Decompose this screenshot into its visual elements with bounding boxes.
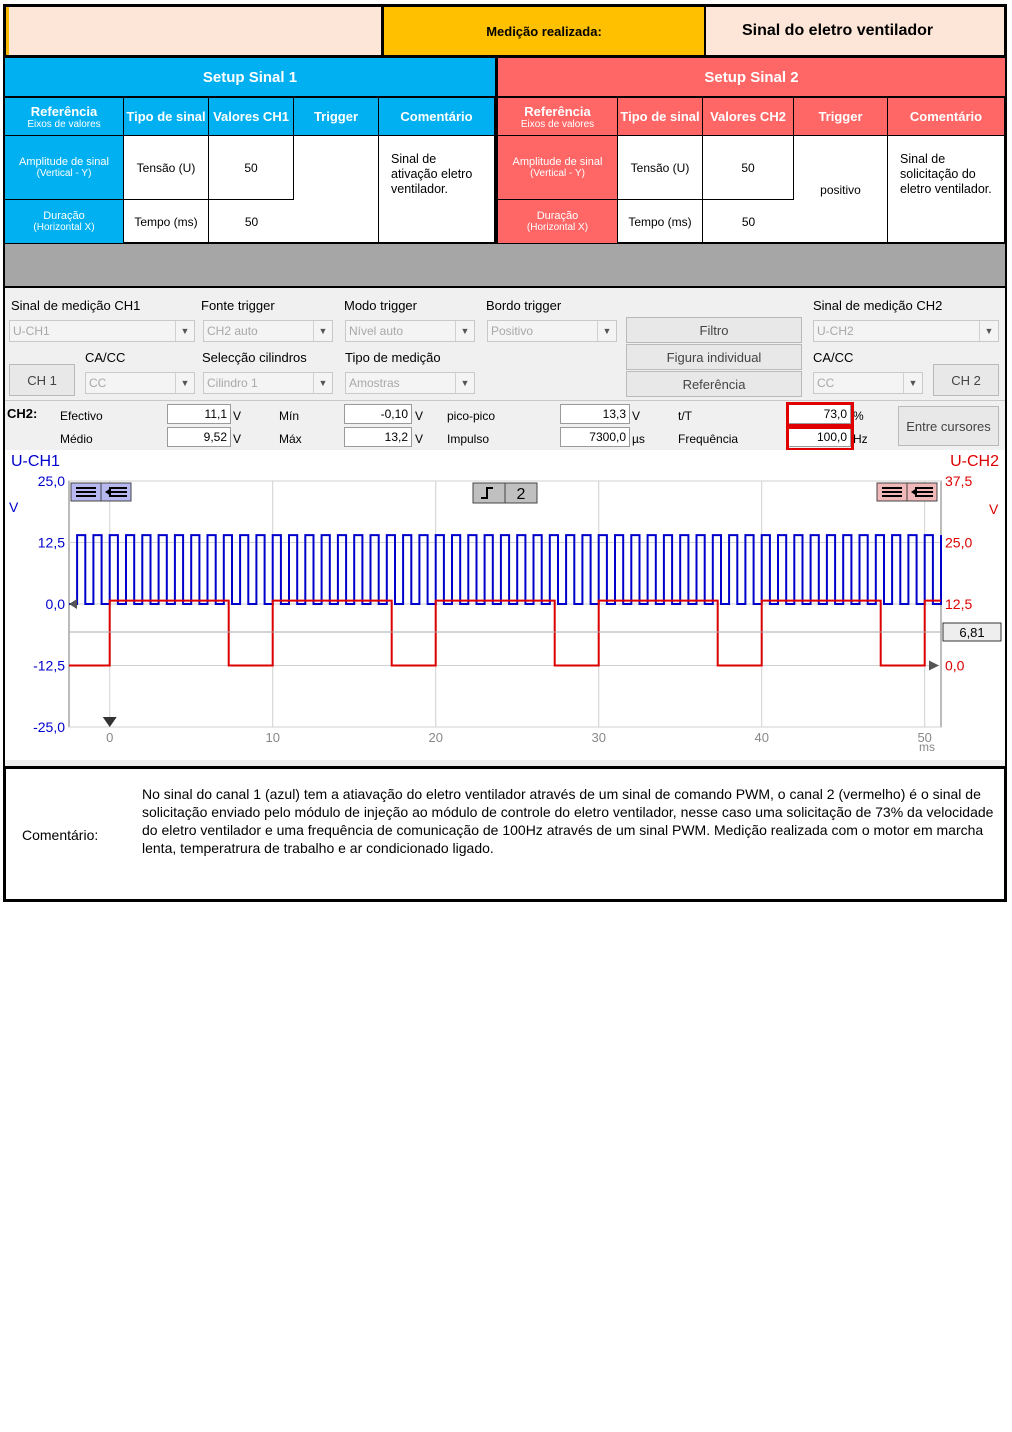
chevron-down-icon: ▼ bbox=[597, 321, 616, 341]
frequency-highlight bbox=[786, 426, 854, 451]
between-cursors-button[interactable]: Entre cursores bbox=[898, 406, 999, 446]
setup-2-amplitude-value: 50 bbox=[703, 136, 794, 200]
setup-1-amplitude-label: Amplitude de sinal (Vertical - Y) bbox=[5, 136, 124, 200]
ch2-acdc-label: CA/CC bbox=[813, 350, 854, 365]
y-right-tick-label: 0,0 bbox=[945, 657, 965, 674]
setup-2-amplitude-type: Tensão (U) bbox=[618, 136, 703, 200]
chevron-down-icon: ▼ bbox=[313, 373, 332, 393]
ch2-measure-title: CH2: bbox=[7, 406, 38, 421]
ch1-acdc-label: CA/CC bbox=[85, 350, 126, 365]
unit-v: V bbox=[632, 409, 641, 423]
trigger-channel: 2 bbox=[516, 486, 526, 503]
unit-hz: Hz bbox=[853, 432, 868, 446]
chevron-down-icon: ▼ bbox=[903, 373, 922, 393]
setup-signal-2 bbox=[498, 58, 1005, 242]
setup-1-duration-label: Duração (Horizontal X) bbox=[5, 200, 124, 244]
setup-2-comment: Sinal de solicitação do eletro ventilador. bbox=[888, 136, 1005, 244]
efectivo-value: 11,1 bbox=[167, 404, 231, 424]
setup-2-col-type: Tipo de sinal bbox=[618, 98, 703, 136]
measure-type-select[interactable]: Amostras ▼ bbox=[345, 372, 475, 394]
setup-2-col-trigger: Trigger bbox=[794, 98, 888, 136]
setup-table bbox=[3, 58, 1007, 244]
single-figure-button[interactable]: Figura individual bbox=[626, 344, 802, 370]
ch2-unit: V bbox=[989, 501, 999, 517]
ch2-button[interactable]: CH 2 bbox=[933, 364, 999, 396]
setup-2-duration-label: Duração (Horizontal X) bbox=[498, 200, 618, 244]
frequency-value: 100,0 bbox=[787, 427, 851, 447]
setup-2-duration-value: 50 bbox=[703, 200, 794, 244]
setup-1-duration-type: Tempo (ms) bbox=[124, 200, 209, 244]
ch1-button[interactable]: CH 1 bbox=[9, 364, 75, 396]
x-tick-label: 40 bbox=[754, 730, 769, 745]
impulso-label: Impulso bbox=[447, 432, 490, 446]
cylinder-select-label: Selecção cilindros bbox=[202, 350, 307, 365]
setup-signal-1 bbox=[5, 58, 498, 242]
setup-1-title: Setup Sinal 1 bbox=[5, 58, 495, 98]
y-left-tick-label: 25,0 bbox=[37, 473, 65, 489]
duty-highlight bbox=[786, 402, 854, 427]
y-left-tick-label: -25,0 bbox=[33, 719, 65, 735]
ch2-scale-icon bbox=[877, 483, 937, 501]
trigger-mode-label: Modo trigger bbox=[344, 298, 417, 313]
trigger-edge-label: Bordo trigger bbox=[486, 298, 562, 313]
reference-button[interactable]: Referência bbox=[626, 371, 802, 397]
peak-peak-label: pico-pico bbox=[447, 409, 496, 423]
setup-1-amplitude-type: Tensão (U) bbox=[124, 136, 209, 200]
setup-2-col-comment: Comentário bbox=[888, 98, 1005, 136]
chevron-down-icon: ▼ bbox=[455, 321, 474, 341]
max-label: Máx bbox=[279, 432, 302, 446]
unit-v: V bbox=[233, 409, 242, 423]
comment-title: Comentário: bbox=[22, 827, 99, 843]
unit-v: V bbox=[415, 432, 424, 446]
filter-button[interactable]: Filtro bbox=[626, 317, 802, 343]
setup-2-col-values: Valores CH2 bbox=[703, 98, 794, 136]
cursor-value: 6,81 bbox=[959, 624, 985, 640]
chevron-down-icon: ▼ bbox=[979, 321, 998, 341]
setup-1-amplitude-value: 50 bbox=[209, 136, 294, 200]
unit-v: V bbox=[233, 432, 242, 446]
min-label: Mín bbox=[279, 409, 300, 423]
medio-value: 9,52 bbox=[167, 427, 231, 447]
x-tick-label: 10 bbox=[265, 730, 280, 745]
setup-2-col-reference: Referência Eixos de valores bbox=[498, 98, 618, 136]
header-blank bbox=[6, 7, 384, 55]
duty-value: 73,0 bbox=[787, 404, 851, 424]
duty-label: t/T bbox=[678, 409, 692, 423]
chevron-down-icon: ▼ bbox=[313, 321, 332, 341]
ch2-axis-title: U-CH2 bbox=[950, 453, 999, 470]
unit-percent: % bbox=[853, 409, 864, 423]
ch1-signal-select[interactable]: U-CH1 ▼ bbox=[9, 320, 195, 342]
medio-label: Médio bbox=[60, 432, 93, 446]
setup-2-duration-type: Tempo (ms) bbox=[618, 200, 703, 244]
impulso-value: 7300,0 bbox=[560, 427, 630, 447]
trigger-edge-select[interactable]: Positivo ▼ bbox=[487, 320, 617, 342]
setup-1-duration-value: 50 bbox=[209, 200, 294, 244]
max-value: 13,2 bbox=[344, 427, 412, 447]
x-tick-label: 50 bbox=[917, 730, 932, 745]
cylinder-select[interactable]: Cilindro 1 ▼ bbox=[203, 372, 333, 394]
setup-1-col-reference: Referência Eixos de valores bbox=[5, 98, 124, 136]
measurement-label: Medição realizada: bbox=[384, 7, 706, 55]
x-tick-label: 30 bbox=[591, 730, 606, 745]
setup-1-col-trigger: Trigger bbox=[294, 98, 379, 136]
trigger-source-select[interactable]: CH2 auto ▼ bbox=[203, 320, 333, 342]
chevron-down-icon: ▼ bbox=[455, 373, 474, 393]
divider bbox=[5, 400, 1005, 401]
ch1-signal-label: Sinal de medição CH1 bbox=[11, 298, 141, 313]
frequency-label: Frequência bbox=[678, 432, 739, 446]
trigger-mode-select[interactable]: Nível auto ▼ bbox=[345, 320, 475, 342]
ch1-unit: V bbox=[9, 499, 19, 515]
measurement-header bbox=[3, 4, 1007, 58]
y-left-tick-label: 12,5 bbox=[37, 534, 65, 551]
chevron-down-icon: ▼ bbox=[175, 373, 194, 393]
measure-type-label: Tipo de medição bbox=[345, 350, 441, 365]
oscilloscope-chart bbox=[5, 450, 1005, 760]
y-right-tick-label: 25,0 bbox=[945, 534, 973, 551]
unit-us: µs bbox=[632, 432, 645, 446]
x-axis-unit: ms bbox=[919, 740, 935, 754]
setup-1-trigger bbox=[294, 136, 379, 244]
setup-1-comment: Sinal de ativação eletro ventilador. bbox=[379, 136, 495, 244]
trigger-source-label: Fonte trigger bbox=[201, 298, 275, 313]
setup-2-trigger: positivo bbox=[794, 136, 888, 244]
efectivo-label: Efectivo bbox=[60, 409, 103, 423]
ch2-signal-label: Sinal de medição CH2 bbox=[813, 298, 943, 313]
setup-1-col-type: Tipo de sinal bbox=[124, 98, 209, 136]
separator-bar bbox=[3, 244, 1007, 288]
min-value: -0,10 bbox=[344, 404, 412, 424]
x-tick-label: 20 bbox=[428, 730, 443, 745]
ch1-axis-title: U-CH1 bbox=[11, 453, 60, 470]
setup-2-amplitude-label: Amplitude de sinal (Vertical - Y) bbox=[498, 136, 618, 200]
measurement-value: Sinal do eletro ventilador bbox=[706, 7, 1004, 55]
oscilloscope-panel bbox=[3, 288, 1007, 766]
setup-1-col-comment: Comentário bbox=[379, 98, 495, 136]
chevron-down-icon: ▼ bbox=[175, 321, 194, 341]
setup-2-title: Setup Sinal 2 bbox=[498, 58, 1005, 98]
y-left-tick-label: -12,5 bbox=[33, 657, 65, 674]
comment-section bbox=[3, 766, 1007, 902]
ch2-acdc-select[interactable]: CC ▼ bbox=[813, 372, 923, 394]
ch2-signal-select[interactable]: U-CH2 ▼ bbox=[813, 320, 999, 342]
ch1-scale-icon bbox=[71, 483, 131, 501]
comment-text: No sinal do canal 1 (azul) tem a atiavação do eletro ventilador através de um sinal de comando PWM, o canal 2 (vermelho) é o sinal de solicitação enviado pelo módulo de injeção ao módulo de controle do eletro ventilador, nesse caso uma solicitação de 73% da velocidade do eletro ventilador e uma frequência de comunicação de 100Hz através de um sinal PWM. Medição realizada com o motor em marcha lenta, temperatrura de trabalho e ar condicionado ligado. bbox=[142, 786, 994, 856]
unit-v: V bbox=[415, 409, 424, 423]
y-right-tick-label: 37,5 bbox=[945, 473, 973, 489]
trigger-indicator bbox=[473, 483, 537, 503]
y-left-tick-label: 0,0 bbox=[45, 596, 65, 612]
setup-1-col-values: Valores CH1 bbox=[209, 98, 294, 136]
peak-peak-value: 13,3 bbox=[560, 404, 630, 424]
ch1-acdc-select[interactable]: CC ▼ bbox=[85, 372, 195, 394]
y-right-tick-label: 12,5 bbox=[945, 596, 973, 612]
x-tick-label: 0 bbox=[106, 730, 114, 745]
